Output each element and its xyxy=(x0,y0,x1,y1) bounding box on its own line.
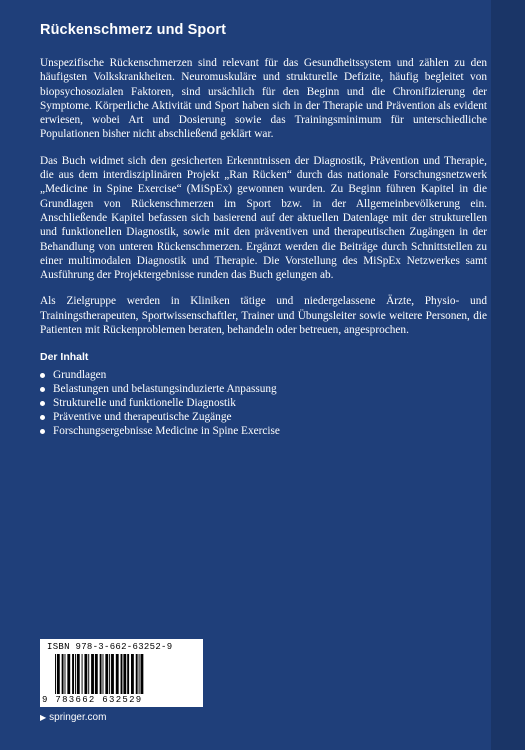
blurb-paragraph-1: Unspezifische Rückenschmerzen sind relevant für das Gesundheitssystem und zählen zu den häufigsten Volkskrankheiten. Neuromuskuläre und strukturelle Defizite, häufig begleitet von biopsychosozialen Faktoren, sind ursächlich für den Beginn und die Chronifizierung der Symptome. Körperliche Aktivität und Sport haben sich in der Therapie und Prävention als evident erwiesen, wobei Art und Dosierung sowie das Trainingsminimum für unterschiedliche Populationen bisher nicht abschließend geklärt war. xyxy=(40,57,487,141)
barcode-bar xyxy=(91,654,94,694)
book-title: Rückenschmerz und Sport xyxy=(40,22,226,38)
barcode-bar xyxy=(62,654,64,694)
cover-side-strip xyxy=(491,0,525,750)
barcode-bar xyxy=(121,654,123,694)
bullet-icon xyxy=(40,415,45,420)
barcode-bar xyxy=(75,654,76,694)
barcode-bar xyxy=(55,654,56,694)
toc-item: Grundlagen xyxy=(40,368,487,382)
barcode-bar xyxy=(139,654,140,694)
toc-item: Forschungsergebnisse Medicine in Spine Exercise xyxy=(40,424,487,438)
barcode-bar xyxy=(141,654,144,694)
barcode-bar xyxy=(103,654,104,694)
barcode-bar xyxy=(127,654,129,694)
toc-item: Präventive und therapeutische Zugänge xyxy=(40,410,487,424)
toc-list xyxy=(40,368,487,438)
bullet-icon xyxy=(40,429,45,434)
barcode-bar xyxy=(95,654,98,694)
barcode-bar xyxy=(77,654,80,694)
barcode-bar xyxy=(116,654,119,694)
blurb-paragraph-2: Das Buch widmet sich den gesicherten Erkenntnissen der Diagnostik, Prävention und Therapie, die aus dem interdisziplinären Projekt „Ran Rücken“ durch das nationale Forschungsnetzwerk „Medicine in Spine Exercise“ (MiSpEx) gewonnen wurden. Zu Beginn führen Kapitel in die Grundlagen von Rückenschmerzen im Sport bzw. in der Allgemeinbevölkerung ein. Anschließende Kapitel befassen sich basierend auf der aktuellen Datenlage mit der strukturellen und funktionellen Diagnostik, sowie mit den präventiven und therapeutischen Zugängen in der Behandlung von unteren Rückenschmerzen. Ergänzt werden die Beiträge durch Schnittstellen zu einer multimodalen Diagnostik und Therapie. Die Vorstellung des MiSpEx Netzwerkes samt Ausführung der Projektergebnisse runden das Buch gelungen ab. xyxy=(40,154,487,282)
barcode-bar xyxy=(67,654,70,694)
barcode-bars xyxy=(54,654,194,696)
barcode-bar xyxy=(109,654,110,694)
barcode-bar xyxy=(111,654,114,694)
bullet-icon xyxy=(40,373,45,378)
toc-item: Belastungen und belastungsinduzierte Anpassung xyxy=(40,382,487,396)
barcode-bar xyxy=(65,654,66,694)
bullet-icon xyxy=(40,387,45,392)
barcode-bar xyxy=(88,654,89,694)
isbn-number: ISBN 978-3-662-63252-9 xyxy=(47,642,173,652)
barcode-bar xyxy=(82,654,83,694)
back-cover-content xyxy=(40,22,487,438)
barcode-bar xyxy=(72,654,74,694)
publisher-url: springer.com xyxy=(49,712,107,723)
publisher-link[interactable] xyxy=(40,712,106,723)
barcode-bar xyxy=(123,654,126,694)
barcode-bar xyxy=(105,654,108,694)
toc-item: Strukturelle und funktionelle Diagnostik xyxy=(40,396,487,410)
arrow-right-icon: ▶ xyxy=(40,713,47,722)
bullet-icon xyxy=(40,401,45,406)
blurb-paragraph-3: Als Zielgruppe werden in Kliniken tätige und niedergelassene Ärzte, Physio- und Trainingstherapeuten, Sportwissenschaftler, Trainer und Übungsleiter sowie weitere Personen, die Patienten mit Rückenproblemen beraten, behandeln oder betreuen, angesprochen. xyxy=(40,295,487,337)
barcode-bar xyxy=(136,654,138,694)
isbn-barcode xyxy=(40,639,203,707)
barcode-bar xyxy=(57,654,60,694)
barcode-bar xyxy=(84,654,87,694)
barcode-digits: 9 783662 632529 xyxy=(42,695,143,705)
toc-heading: Der Inhalt xyxy=(40,351,89,364)
barcode-bar xyxy=(131,654,134,694)
barcode-bar xyxy=(100,654,102,694)
